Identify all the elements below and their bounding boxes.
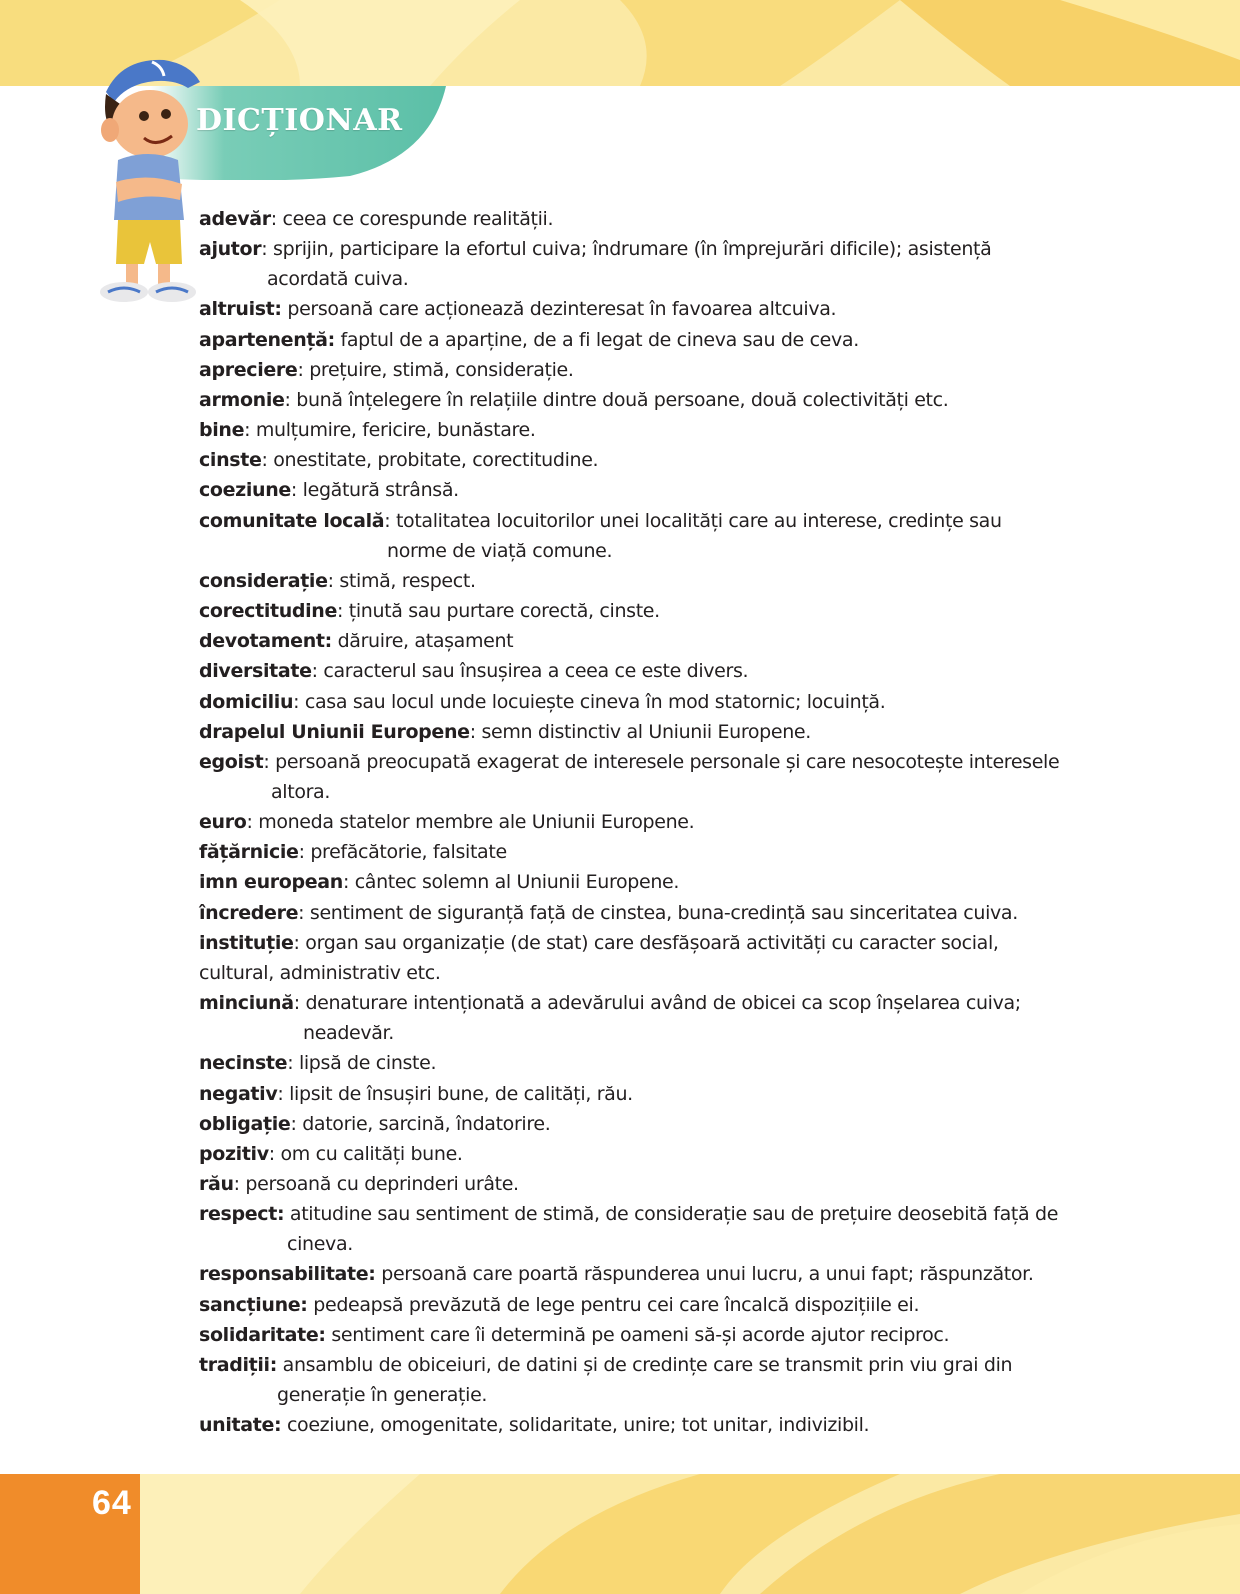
dictionary-entry [199,1290,1139,1320]
entry-definition: atitudine sau sentiment de stimă, de considerație sau de prețuire deosebită față de [289,1203,1059,1226]
dictionary-entry [199,717,1139,747]
dictionary-entry [199,1259,1139,1289]
entry-continuation: acordată cuiva. [267,268,409,291]
entry-separator: : [469,720,482,743]
dictionary-entry [199,475,1139,505]
dictionary-entry [199,1410,1139,1440]
entry-term: respect: [199,1203,285,1226]
entry-separator: : [263,750,276,773]
entry-separator: : [384,509,396,532]
dictionary-entry [199,988,1139,1048]
entry-term: tradiții: [199,1353,277,1376]
entry-definition: faptul de a aparține, de a fi legat de cineva sau de ceva. [340,328,859,351]
entry-term: solidaritate: [199,1323,326,1346]
entry-definition: coeziune, omogenitate, solidaritate, unire; tot unitar, indivizibil. [286,1414,870,1437]
entry-definition: organ sau organizație (de stat) care desfășoară activități cu caracter social, [305,931,999,954]
entry-term: rău [199,1173,234,1195]
entry-continuation: norme de viață comune. [387,539,613,562]
entry-term: ajutor [199,238,262,261]
entry-separator: : [261,449,274,472]
entry-definition: persoană preocupată exagerat de interesele personale și care nesocotește interesele [275,750,1060,773]
entry-separator: : [261,238,274,261]
entry-term: încredere [199,901,299,924]
entry-separator: : [298,901,310,924]
entry-definition: persoană cu deprinderi urâte. [245,1173,519,1195]
entry-definition: caracterul sau însușirea a ceea ce este divers. [323,660,749,683]
entry-term: cinste [199,449,262,472]
entry-separator: : [342,871,355,894]
page-number: 64 [92,1484,132,1522]
entry-term: pozitiv [199,1142,269,1165]
entry-continuation: generație în generație. [277,1384,488,1407]
entry-separator: : [293,690,305,713]
entry-continuation: cineva. [287,1233,353,1256]
entry-definition: om cu calități bune. [280,1142,463,1165]
dictionary-entry [199,506,1139,566]
entry-term: sancțiune: [199,1293,308,1316]
entry-continuation: neadevăr. [303,1022,394,1045]
entry-definition: totalitatea locuitorilor unei localități care au interese, credințe sau [395,509,1002,532]
entry-term: altruist: [199,298,282,321]
entry-term: armonie [199,388,285,411]
entry-term: corectitudine [199,600,338,623]
entry-definition: bună înțelegere în relațiile dintre două persoane, două colectivități etc. [296,388,949,411]
entry-definition: mulțumire, fericire, bunăstare. [255,419,536,442]
dictionary-entry [199,325,1139,355]
dictionary-entry [199,1169,1139,1199]
entry-separator: : [277,1082,290,1105]
entry-term: apreciere [199,358,298,381]
entry-separator: : [293,992,306,1015]
entry-term: apartenență: [199,328,335,351]
dictionary-entry [199,596,1139,626]
dictionary-entry [199,837,1139,867]
entry-term: devotament: [199,630,332,653]
dictionary-entry [199,385,1139,415]
entry-separator: : [311,660,324,683]
entry-continuation: altora. [271,780,331,803]
entry-separator: : [284,388,297,411]
dictionary-entry [199,1048,1139,1078]
dictionary-entry [199,807,1139,837]
entry-term: egoist [199,750,264,773]
dictionary-entry [199,867,1139,897]
dictionary-entry [199,566,1139,596]
entry-definition: sprijin, participare la efortul cuiva; îndrumare (în împrejurări dificile); asistență [273,238,992,261]
entry-term: euro [199,811,247,834]
entry-definition: semn distinctiv al Uniunii Europene. [481,720,811,743]
entry-term: responsabilitate: [199,1263,376,1286]
entry-definition: persoană care poartă răspunderea unui lucru, a unui fapt; răspunzător. [381,1263,1034,1286]
entry-separator: : [287,1052,299,1075]
entry-separator: : [298,841,311,864]
entry-term: negativ [199,1082,278,1105]
entry-definition: persoană care acționează dezinteresat în favoarea altcuiva. [287,298,837,321]
dictionary-entry [199,656,1139,686]
entry-separator: : [297,358,310,381]
bottom-band-shapes [0,1474,1240,1594]
entry-separator: : [270,208,283,230]
entry-term: diversitate [199,660,312,683]
entry-term: drapelul Uniunii Europene [199,720,470,743]
entry-definition: moneda statelor membre ale Uniunii Europene. [258,811,695,834]
dictionary-entry [199,234,1139,294]
entry-term: comunitate locală [199,509,385,532]
entry-definition: pedeapsă prevăzută de lege pentru cei care încalcă dispozițiile ei. [313,1293,920,1316]
entry-term: instituție [199,931,294,954]
dictionary-entry [199,1320,1139,1350]
entry-separator: : [337,600,349,623]
entry-definition: legătură strânsă. [302,479,459,502]
entry-term: necinste [199,1052,288,1075]
entry-definition: cântec solemn al Uniunii Europene. [354,871,680,894]
entry-term: considerație [199,569,328,592]
entry-definition: casa sau locul unde locuiește cineva în mod statornic; locuință. [304,690,886,713]
dictionary-entry [199,898,1139,928]
dictionary-entry [199,1199,1139,1259]
entry-definition: lipsă de cinste. [298,1052,437,1075]
entry-term: coeziune [199,479,291,502]
entry-term: minciună [199,992,294,1015]
entry-separator: : [293,931,306,954]
dictionary-entry [199,415,1139,445]
entry-separator: : [244,419,256,442]
entry-term: domiciliu [199,690,294,713]
bottom-decorative-band [0,1474,1240,1594]
entry-definition: sentiment care îi determină pe oameni să-și acorde ajutor reciproc. [331,1323,950,1346]
entry-definition: onestitate, probitate, corectitudine. [273,449,599,472]
entry-separator: : [268,1142,281,1165]
entry-term: adevăr [199,208,271,230]
dictionary-entry [199,1350,1139,1410]
entry-term: fățărnicie [199,841,299,864]
dictionary-entry [199,1139,1139,1169]
entry-definition: ținută sau purtare corectă, cinste. [348,600,660,623]
dictionary-entry [199,626,1139,656]
entry-term: bine [199,419,245,442]
dictionary-entry [199,355,1139,385]
entry-separator: : [327,569,340,592]
entry-separator: : [290,1112,303,1135]
entry-definition: sentiment de siguranță față de cinstea, buna-credință sau sinceritatea cuiva. [309,901,1018,924]
page-title: DICȚIONAR [196,103,403,138]
entry-separator: : [246,811,259,834]
entry-continuation: cultural, administrativ etc. [199,961,441,984]
mascot-illustration [92,52,204,310]
entry-definition: denaturare intenționată a adevărului având de obicei ca scop înșelarea cuiva; [305,992,1021,1015]
entry-definition: ceea ce corespunde realității. [282,208,554,230]
entry-separator: : [233,1173,246,1195]
dictionary-entry [199,204,1139,234]
entry-definition: lipsit de însușiri bune, de calități, rău. [289,1082,633,1105]
dictionary-entry [199,1079,1139,1109]
dictionary-entry [199,747,1139,807]
entry-definition: prefăcătorie, falsitate [310,841,507,864]
dictionary-entry [199,1109,1139,1139]
entry-definition: dăruire, atașament [337,630,514,653]
dictionary-entry [199,687,1139,717]
entry-definition: ansamblu de obiceiuri, de datini și de credințe care se transmit prin viu grai din [282,1353,1013,1376]
entry-definition: prețuire, stimă, considerație. [309,358,574,381]
entry-definition: stimă, respect. [339,569,476,592]
entry-separator: : [290,479,303,502]
dictionary-entry [199,294,1139,324]
entry-term: imn european [199,871,343,894]
dictionary-entry [199,445,1139,475]
dictionary-list [199,204,1139,1440]
entry-term: obligație [199,1112,291,1135]
dictionary-entry [199,928,1139,988]
entry-definition: datorie, sarcină, îndatorire. [302,1112,551,1135]
entry-term: unitate: [199,1414,282,1437]
